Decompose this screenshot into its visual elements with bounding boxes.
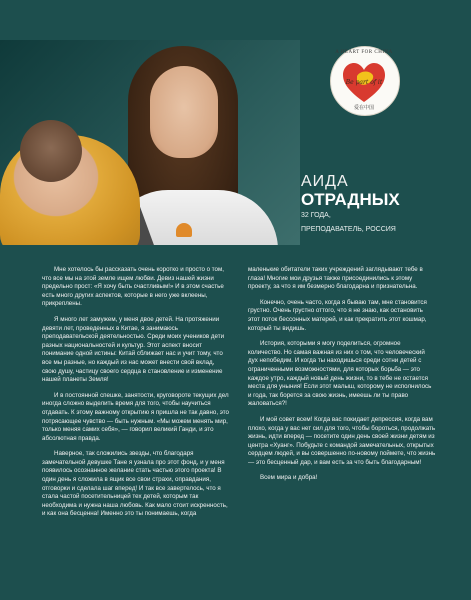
photo-woman-face (150, 66, 218, 158)
article-paragraph: Наверное, так сложились звезды, что благодаря замечательной девушке Тане я узнала про этот фонд, и у меня появилось осознанное желание стать частью этого проекта! В один день я сложила в ящик все свои страхи, оправдания, отговорки и сделала шаг вперед! И так все завертелось, что я стала частой посетительницей тех детей, которым так необходима и нужна наша любовь. Как мало стоит искренность, и как она бесценна! Именно это ты понимаешь, когда (42, 450, 228, 518)
person-first-name: АИДА (301, 173, 349, 190)
a-heart-for-china-logo (330, 46, 398, 114)
article-closing: Всем мира и добра! (260, 474, 318, 482)
article-paragraph: Мне хотелось бы рассказать очень коротко и просто о том, что все мы на этой земле ищем любви. Девиз нашей жизни предельно прост: «Я хочу быть счастливым!» И в этом счастье есть много других аспектов, которые в него уже вклеены, прикреплены. (42, 266, 224, 308)
article-paragraph: маленькие обитатели таких учреждений заглядывают тебе в глаза! Многие мои друзья также присоединились к этому проекту, за что я им безмерно благодарна и признательна. (248, 266, 423, 291)
article-paragraph: Я много лет замужем, у меня двое детей. На протяжении девяти лет, проведенных в Китае, я занимаюсь преподавательской деятельностью. Среди моих учеников дети разных национальностей и культур. Этот аспект вносит понимание одной истины: Китай сближает нас и учит тому, что все мы разные, но каждый из нас может внести свой вклад, свою душу, частицу своего сердца в становление и изменение нашей планеты Земля! (42, 315, 225, 384)
person-occupation: ПРЕПОДАВАТЕЛЬ, РОССИЯ (301, 226, 396, 233)
article-column-left (42, 266, 230, 526)
person-last-name: ОТРАДНЫХ (301, 190, 400, 209)
logo-ring-text: A HEART FOR CHINA (335, 50, 393, 55)
article-paragraph: И в постоянной спешке, занятости, круговороте текущих дел иногда сложно выделить время для того, чтобы научиться отдавать. К этому важному открытию я пришла не так давно, это потрясающее чувство — быть нужным. «Мы можем менять мир, только меняя самих себя», — говорил великий Ганди, и это абсолютная правда. (42, 391, 229, 442)
photo-heart-badge (176, 223, 192, 237)
logo-script-text: Be part of it (345, 79, 383, 86)
article-paragraph: И мой совет всем! Когда вас покидает депрессия, когда вам плохо, когда у вас нет сил для того, чтобы бороться, продолжать жизнь, идти вперед — посетите один день своей жизни детям из центра «Хуанг». Побудьте с командой замечательных, открытых сердцем людей, и вы совершенно по-новому поймете, что жизнь — это бесценный дар, и вам есть за что быть благодарным! (248, 415, 436, 466)
article-paragraph: Конечно, очень часто, когда я бываю там, мне становится грустно. Очень грустно оттого, что я не знаю, как остановить этот поток бессонных матерей, и как прекратить этот кошмар, который ты видишь. (248, 298, 427, 332)
photo-child-head (20, 120, 82, 182)
portrait-photo (0, 40, 300, 245)
article-paragraph: История, которыми я могу поделиться, огромное количество. Но самая важная из них о том, что человеческий дух непобедим. И когда ты находишься среди сотни детей с ограниченными возможностями, для которых борьба — это каждое утро, каждый новый день жизни, то в тебе не остается места для уныния! Если этот малыш, которому не исполнилось и года, так борется за свою жизнь, имеешь ли ты право жаловаться?! (248, 340, 432, 408)
logo-chinese-text: 爱在中国 (353, 105, 374, 111)
person-age: 32 ГОДА, (301, 212, 331, 219)
article-column-right (248, 266, 436, 490)
